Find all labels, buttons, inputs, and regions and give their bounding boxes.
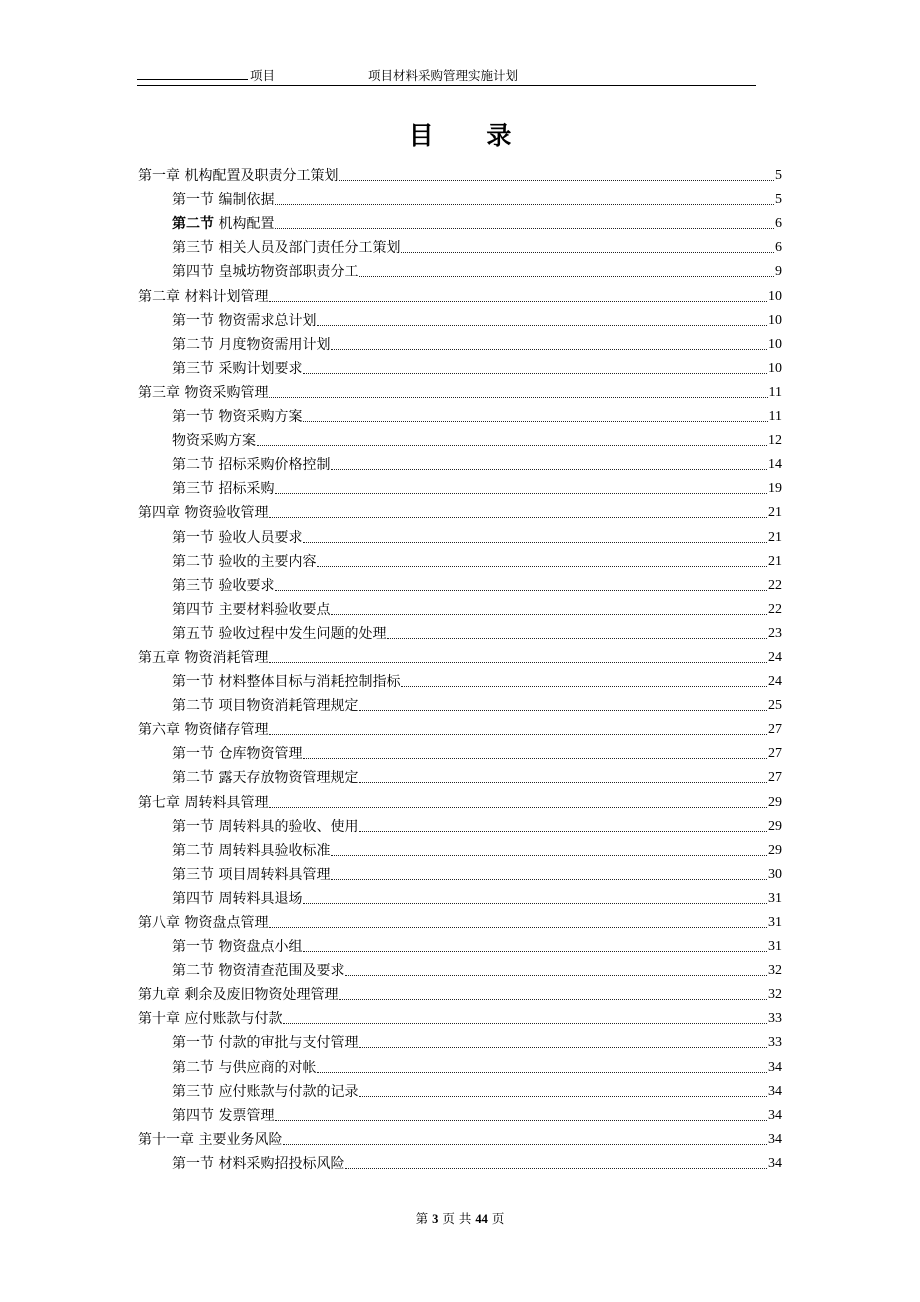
toc-entry-prefix: 第一节 bbox=[172, 939, 214, 956]
toc-entry-label bbox=[172, 191, 274, 209]
toc-entry-title: 材料整体目标与消耗控制指标 bbox=[218, 674, 401, 691]
toc-dot-leader bbox=[269, 301, 767, 302]
toc-dot-leader bbox=[331, 469, 767, 470]
toc-entry-prefix: 第四节 bbox=[172, 1107, 214, 1124]
toc-entry-title: 露天存放物资管理规定 bbox=[218, 770, 359, 787]
toc-entry-page: 29 bbox=[768, 842, 782, 858]
page-header bbox=[137, 64, 756, 86]
toc-entry-label bbox=[172, 962, 344, 980]
header-doc-title: 项目材料采购管理实施计划 bbox=[368, 68, 519, 83]
toc-entry-title: 编制依据 bbox=[218, 192, 275, 209]
toc-entry-prefix: 第七章 bbox=[138, 794, 180, 811]
toc-entry-prefix: 第二节 bbox=[172, 553, 214, 570]
toc-entry-title: 物资采购管理 bbox=[184, 384, 269, 401]
toc-section-entry[interactable] bbox=[138, 402, 782, 426]
toc-dot-leader bbox=[345, 1168, 767, 1169]
toc-dot-leader bbox=[303, 421, 767, 422]
toc-section-entry[interactable] bbox=[138, 860, 782, 884]
toc-entry-title: 周转料具的验收、使用 bbox=[218, 818, 359, 835]
toc-entry-prefix: 第三节 bbox=[172, 240, 214, 257]
toc-entry-label bbox=[172, 866, 330, 884]
toc-entry-prefix: 第四节 bbox=[172, 264, 214, 281]
toc-dot-leader bbox=[331, 855, 767, 856]
toc-entry-title: 材料采购招投标风险 bbox=[218, 1155, 345, 1172]
toc-entry-label bbox=[138, 384, 268, 402]
toc-entry-page: 31 bbox=[768, 890, 782, 906]
toc-section-entry[interactable] bbox=[138, 522, 782, 546]
toc-entry-prefix: 第一章 bbox=[138, 168, 180, 185]
toc-entry-label bbox=[138, 914, 268, 932]
toc-entry-label bbox=[172, 842, 330, 860]
toc-entry-label bbox=[172, 215, 274, 233]
toc-title: 目 录 bbox=[408, 121, 534, 150]
toc-entry-prefix: 第一节 bbox=[172, 746, 214, 763]
toc-entry-title: 物资盘点小组 bbox=[218, 939, 303, 956]
toc-entry-page: 27 bbox=[768, 770, 782, 786]
toc-entry-label bbox=[172, 890, 302, 908]
toc-entry-page: 10 bbox=[768, 288, 782, 304]
toc-entry-prefix: 第一节 bbox=[172, 192, 214, 209]
toc-dot-leader bbox=[269, 927, 767, 928]
toc-entry-page: 23 bbox=[768, 625, 782, 641]
toc-chapter-entry[interactable] bbox=[138, 980, 782, 1004]
toc-dot-leader bbox=[275, 228, 774, 229]
toc-chapter-entry[interactable] bbox=[138, 1125, 782, 1149]
toc-entry-title: 应付账款与付款的记录 bbox=[218, 1083, 359, 1100]
toc-entry-prefix: 第三节 bbox=[172, 1083, 214, 1100]
toc-entry-page: 29 bbox=[768, 794, 782, 810]
toc-chapter-entry[interactable] bbox=[138, 161, 782, 185]
toc-entry-page: 34 bbox=[768, 1083, 782, 1099]
toc-entry-page: 31 bbox=[768, 915, 782, 930]
toc-entry-title: 应付账款与付款 bbox=[184, 1011, 283, 1028]
toc-entry-title: 材料计划管理 bbox=[184, 288, 269, 305]
toc-entry-label bbox=[172, 818, 358, 836]
toc-entry-page: 25 bbox=[768, 698, 782, 714]
toc-section-entry[interactable] bbox=[138, 426, 782, 450]
toc-section-entry[interactable] bbox=[138, 1052, 782, 1076]
toc-dot-leader bbox=[317, 566, 767, 567]
footer-prefix: 第 bbox=[415, 1211, 429, 1226]
toc-entry-label bbox=[172, 263, 358, 281]
toc-entry-label bbox=[172, 408, 302, 426]
toc-section-entry[interactable] bbox=[138, 474, 782, 498]
toc-entry-page: 21 bbox=[768, 553, 782, 569]
toc-entry-title: 验收要求 bbox=[218, 577, 275, 594]
toc-entry-prefix: 第九章 bbox=[138, 987, 180, 1004]
toc-chapter-entry[interactable] bbox=[138, 908, 782, 932]
toc-entry-page: 34 bbox=[768, 1059, 782, 1075]
toc-entry-title: 验收人员要求 bbox=[218, 529, 303, 546]
toc-entry-prefix: 第三节 bbox=[172, 577, 214, 594]
toc-entry-prefix: 第四章 bbox=[138, 505, 180, 522]
toc-section-entry[interactable] bbox=[138, 595, 782, 619]
toc-entry-page: 21 bbox=[768, 505, 782, 521]
toc-entry-label bbox=[172, 1155, 344, 1173]
toc-section-entry[interactable] bbox=[138, 956, 782, 980]
toc-chapter-entry[interactable] bbox=[138, 643, 782, 667]
toc-entry-prefix: 第四节 bbox=[172, 601, 214, 618]
toc-entry-label bbox=[172, 673, 400, 691]
toc-dot-leader bbox=[359, 1047, 767, 1048]
toc-section-entry[interactable] bbox=[138, 571, 782, 595]
toc-section-entry[interactable] bbox=[138, 450, 782, 474]
toc-entry-page: 33 bbox=[768, 1011, 782, 1027]
toc-entry-title: 相关人员及部门责任分工策划 bbox=[218, 240, 401, 257]
toc-entry-prefix: 第二节 bbox=[172, 216, 214, 233]
toc-entry-page: 27 bbox=[768, 746, 782, 762]
toc-entry-label bbox=[172, 1083, 358, 1101]
toc-section-entry[interactable] bbox=[138, 619, 782, 643]
toc-entry-label bbox=[138, 649, 268, 667]
toc-dot-leader bbox=[401, 252, 774, 253]
toc-dot-leader bbox=[359, 831, 767, 832]
toc-entry-label bbox=[138, 986, 338, 1004]
toc-section-entry[interactable] bbox=[138, 739, 782, 763]
toc-dot-leader bbox=[275, 590, 767, 591]
footer-total-pages: 44 bbox=[475, 1212, 488, 1226]
toc-entry-page: 29 bbox=[768, 818, 782, 834]
toc-entry-prefix: 第二节 bbox=[172, 1059, 214, 1076]
toc-entry-prefix: 第八章 bbox=[138, 915, 180, 931]
toc-dot-leader bbox=[303, 951, 767, 952]
toc-entry-label bbox=[172, 553, 316, 571]
toc-chapter-entry[interactable] bbox=[138, 378, 782, 402]
toc-section-entry[interactable] bbox=[138, 691, 782, 715]
toc-entry-label bbox=[172, 1034, 358, 1052]
toc-entry-label bbox=[172, 938, 302, 956]
toc-entry-prefix: 第一节 bbox=[172, 674, 214, 691]
toc-entry-title: 周转料具验收标准 bbox=[218, 842, 331, 859]
toc-entry-label bbox=[172, 312, 316, 330]
toc-entry-prefix: 第五节 bbox=[172, 625, 214, 642]
footer-current-page: 3 bbox=[432, 1212, 439, 1226]
toc-entry-title: 项目周转料具管理 bbox=[218, 866, 331, 883]
toc-section-entry[interactable] bbox=[138, 257, 782, 281]
toc-entry-page: 22 bbox=[768, 601, 782, 617]
toc-entry-prefix: 第一节 bbox=[172, 529, 214, 546]
toc-entry-prefix: 第十章 bbox=[138, 1011, 180, 1028]
toc-section-entry[interactable] bbox=[138, 1028, 782, 1052]
toc-dot-leader bbox=[359, 276, 774, 277]
toc-entry-prefix: 第三节 bbox=[172, 481, 214, 498]
toc-entry-prefix: 第三章 bbox=[138, 384, 180, 401]
toc-entry-label bbox=[138, 288, 268, 306]
toc-entry-page: 31 bbox=[768, 939, 782, 955]
toc-entry-title: 物资需求总计划 bbox=[218, 312, 317, 329]
toc-entry-label bbox=[138, 167, 338, 185]
toc-entry-page: 10 bbox=[768, 312, 782, 328]
toc-entry-title: 周转料具管理 bbox=[184, 794, 269, 811]
toc-entry-page: 5 bbox=[775, 168, 782, 184]
toc-entry-title: 仓库物资管理 bbox=[218, 746, 303, 763]
toc-dot-leader bbox=[401, 686, 767, 687]
toc-entry-title: 周转料具退场 bbox=[218, 890, 303, 907]
toc-section-entry[interactable] bbox=[138, 812, 782, 836]
toc-dot-leader bbox=[275, 493, 767, 494]
toc-entry-page: 14 bbox=[768, 457, 782, 473]
toc-section-entry[interactable] bbox=[138, 354, 782, 378]
toc-entry-label bbox=[172, 1059, 316, 1077]
toc-entry-prefix: 第二节 bbox=[172, 770, 214, 787]
toc-chapter-entry[interactable] bbox=[138, 498, 782, 522]
toc-entry-page: 27 bbox=[768, 722, 782, 738]
toc-section-entry[interactable] bbox=[138, 1101, 782, 1125]
toc-entry-page: 5 bbox=[775, 192, 782, 208]
toc-entry-label bbox=[172, 360, 302, 378]
toc-entry-title: 机构配置及职责分工策划 bbox=[184, 168, 339, 185]
toc-dot-leader bbox=[275, 204, 774, 205]
toc-section-entry[interactable] bbox=[138, 667, 782, 691]
toc-entry-prefix: 第四节 bbox=[172, 890, 214, 907]
toc-entry-title: 招标采购 bbox=[218, 481, 275, 498]
toc-dot-leader bbox=[283, 1144, 767, 1145]
toc-dot-leader bbox=[303, 373, 767, 374]
toc-entry-label bbox=[138, 1131, 282, 1149]
toc-dot-leader bbox=[317, 325, 767, 326]
toc-entry-page: 6 bbox=[775, 216, 782, 232]
toc-section-entry[interactable] bbox=[138, 884, 782, 908]
toc-entry-label bbox=[172, 239, 400, 257]
toc-dot-leader bbox=[269, 517, 767, 518]
toc-entry-page: 30 bbox=[768, 866, 782, 882]
toc-entry-page: 34 bbox=[768, 1155, 782, 1171]
toc-entry-page: 10 bbox=[768, 336, 782, 352]
toc-chapter-entry[interactable] bbox=[138, 715, 782, 739]
toc-dot-leader bbox=[303, 758, 767, 759]
toc-entry-title: 验收过程中发生问题的处理 bbox=[218, 625, 387, 642]
toc-entry-label bbox=[172, 1107, 274, 1125]
footer-middle: 页 共 bbox=[442, 1211, 476, 1226]
toc-entry-page: 19 bbox=[768, 481, 782, 497]
toc-entry-prefix: 第二节 bbox=[172, 963, 214, 980]
toc-entry-page: 9 bbox=[775, 264, 782, 280]
toc-chapter-entry[interactable] bbox=[138, 281, 782, 305]
toc-dot-leader bbox=[257, 445, 767, 446]
toc-dot-leader bbox=[331, 879, 767, 880]
toc-entry-label bbox=[172, 432, 256, 450]
toc-section-entry[interactable] bbox=[138, 1077, 782, 1101]
page-footer bbox=[0, 1209, 920, 1227]
toc-dot-leader bbox=[359, 782, 767, 783]
toc-entry-title: 付款的审批与支付管理 bbox=[218, 1035, 359, 1052]
toc-entry-prefix: 第一节 bbox=[172, 312, 214, 329]
toc-dot-leader bbox=[387, 638, 767, 639]
toc-dot-leader bbox=[275, 1120, 767, 1121]
toc-entry-title: 采购计划要求 bbox=[218, 360, 303, 377]
toc-entry-page: 33 bbox=[768, 1035, 782, 1051]
toc-section-entry[interactable] bbox=[138, 763, 782, 787]
toc-entry-title: 验收的主要内容 bbox=[218, 553, 317, 570]
toc-dot-leader bbox=[269, 397, 767, 398]
toc-entry-label bbox=[172, 480, 274, 498]
toc-entry-title: 物资采购方案 bbox=[218, 409, 303, 426]
toc-entry-prefix: 第一节 bbox=[172, 818, 214, 835]
toc-dot-leader bbox=[339, 180, 774, 181]
toc-chapter-entry[interactable] bbox=[138, 787, 782, 811]
toc-chapter-entry[interactable] bbox=[138, 1004, 782, 1028]
toc-entry-prefix: 第三节 bbox=[172, 866, 214, 883]
toc-entry-prefix: 第二节 bbox=[172, 842, 214, 859]
toc-entry-label bbox=[172, 577, 274, 595]
toc-dot-leader bbox=[345, 975, 767, 976]
toc-dot-leader bbox=[339, 999, 767, 1000]
header-project-label: 项目 bbox=[250, 68, 276, 83]
toc-entry-page: 32 bbox=[768, 987, 782, 1003]
toc-entry-title: 剩余及废旧物资处理管理 bbox=[184, 987, 339, 1004]
toc-entry-page: 34 bbox=[768, 1131, 782, 1147]
toc-dot-leader bbox=[303, 542, 767, 543]
toc-entry-page: 22 bbox=[768, 577, 782, 593]
toc-entry-title: 机构配置 bbox=[218, 216, 275, 233]
toc-entry-page: 12 bbox=[768, 433, 782, 449]
toc-dot-leader bbox=[269, 734, 767, 735]
toc-section-entry[interactable] bbox=[138, 330, 782, 354]
toc-dot-leader bbox=[303, 903, 767, 904]
toc-entry-label bbox=[172, 625, 386, 643]
toc-entry-title: 主要材料验收要点 bbox=[218, 601, 331, 618]
toc-entry-label bbox=[138, 504, 268, 522]
toc-entry-page: 11 bbox=[768, 384, 782, 400]
toc-section-entry[interactable] bbox=[138, 547, 782, 571]
toc-entry-title: 皇城坊物资部职责分工 bbox=[218, 264, 359, 281]
toc-section-entry[interactable] bbox=[138, 233, 782, 257]
toc-section-entry[interactable] bbox=[138, 1149, 782, 1173]
header-blank-line bbox=[137, 64, 248, 80]
toc-entry-label bbox=[172, 601, 330, 619]
toc-entry-prefix: 第二章 bbox=[138, 288, 180, 305]
toc-entry-title: 物资消耗管理 bbox=[184, 649, 269, 666]
toc-entry-title: 物资盘点管理 bbox=[184, 915, 269, 931]
toc-entry-page: 24 bbox=[768, 674, 782, 690]
toc-dot-leader bbox=[359, 710, 767, 711]
toc-entry-label bbox=[172, 769, 358, 787]
toc-entry-page: 6 bbox=[775, 240, 782, 256]
toc-entry-label bbox=[172, 697, 358, 715]
toc-entry-prefix: 第二节 bbox=[172, 457, 214, 474]
toc-dot-leader bbox=[359, 1096, 767, 1097]
toc-entry-title: 物资验收管理 bbox=[184, 505, 269, 522]
toc-section-entry[interactable] bbox=[138, 209, 782, 233]
toc-entry-title: 招标采购价格控制 bbox=[218, 457, 331, 474]
toc-entry-title: 物资采购方案 bbox=[172, 433, 256, 450]
toc-entry-label bbox=[138, 794, 268, 812]
toc-entry-prefix: 第三节 bbox=[172, 360, 214, 377]
toc-entry-label bbox=[172, 336, 330, 354]
toc-entry-label bbox=[172, 529, 302, 547]
toc-entry-page: 32 bbox=[768, 963, 782, 979]
toc-dot-leader bbox=[283, 1023, 767, 1024]
toc-entry-page: 10 bbox=[768, 360, 782, 376]
toc-entry-prefix: 第十一章 bbox=[138, 1131, 194, 1148]
toc-entry-label bbox=[138, 721, 268, 739]
toc-section-entry[interactable] bbox=[138, 932, 782, 956]
toc-entry-prefix: 第五章 bbox=[138, 649, 180, 666]
toc-entry-title: 月度物资需用计划 bbox=[218, 336, 331, 353]
toc-entry-title: 物资清查范围及要求 bbox=[218, 963, 345, 980]
toc-entry-prefix: 第一节 bbox=[172, 409, 214, 426]
toc-entry-prefix: 第二节 bbox=[172, 698, 214, 715]
toc-entry-page: 11 bbox=[768, 409, 782, 425]
toc-entry-title: 项目物资消耗管理规定 bbox=[218, 698, 359, 715]
toc-entry-page: 24 bbox=[768, 649, 782, 665]
toc-entry-title: 发票管理 bbox=[218, 1107, 275, 1124]
toc-entry-title: 主要业务风险 bbox=[198, 1131, 283, 1148]
toc-dot-leader bbox=[331, 349, 767, 350]
toc-entry-page: 21 bbox=[768, 529, 782, 545]
toc-entry-prefix: 第二节 bbox=[172, 336, 214, 353]
toc-entry-page: 34 bbox=[768, 1107, 782, 1123]
toc-section-entry[interactable] bbox=[138, 185, 782, 209]
toc-entry-prefix: 第一节 bbox=[172, 1035, 214, 1052]
table-of-contents bbox=[138, 161, 782, 1173]
toc-dot-leader bbox=[317, 1072, 767, 1073]
toc-entry-prefix: 第六章 bbox=[138, 722, 180, 739]
toc-section-entry[interactable] bbox=[138, 306, 782, 330]
toc-dot-leader bbox=[269, 807, 767, 808]
toc-entry-label bbox=[172, 456, 330, 474]
toc-entry-title: 物资储存管理 bbox=[184, 722, 269, 739]
toc-entry-prefix: 第一节 bbox=[172, 1155, 214, 1172]
toc-entry-title: 与供应商的对帐 bbox=[218, 1059, 317, 1076]
toc-section-entry[interactable] bbox=[138, 836, 782, 860]
footer-suffix: 页 bbox=[491, 1211, 505, 1226]
toc-dot-leader bbox=[331, 614, 767, 615]
toc-dot-leader bbox=[269, 662, 767, 663]
toc-entry-label bbox=[138, 1010, 282, 1028]
toc-entry-label bbox=[172, 745, 302, 763]
